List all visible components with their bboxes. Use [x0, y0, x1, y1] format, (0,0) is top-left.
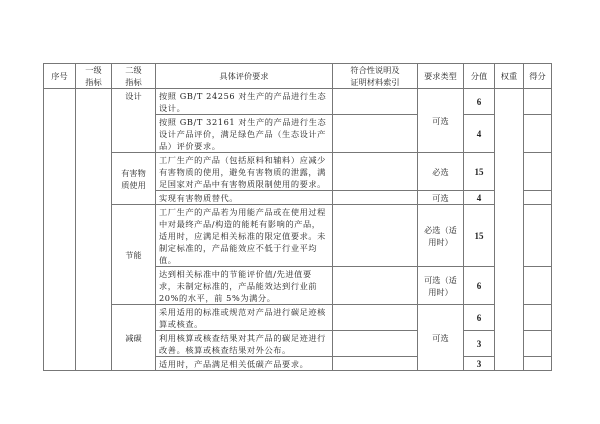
requirement-cell: 按照 GB/T 24256 对生产的产品进行生态设计。 [156, 89, 333, 115]
got-cell[interactable] [524, 191, 552, 205]
evidence-cell[interactable] [333, 191, 418, 205]
type-cell: 可选 [418, 305, 464, 371]
score-cell: 6 [464, 267, 495, 305]
requirement-cell: 实现有害物质替代。 [156, 191, 333, 205]
type-cell: 可选 [418, 191, 464, 205]
type-cell: 可选 [418, 89, 464, 153]
requirement-cell: 按照 GB/T 32161 对生产的产品进行生态设计产品评价，满足绿色产品（生态设计产品）评价要求。 [156, 115, 333, 153]
got-cell[interactable] [524, 305, 552, 331]
header-requirement: 具体评价要求 [156, 64, 333, 89]
type-cell: 必选（适用时） [418, 205, 464, 267]
evidence-cell[interactable] [333, 115, 418, 153]
table-row [44, 89, 552, 115]
level1-cell [76, 89, 112, 371]
score-cell: 15 [464, 153, 495, 191]
header-type: 要求类型 [418, 64, 464, 89]
requirement-cell: 采用适用的标准或规范对产品进行碳足迹核算或核查。 [156, 305, 333, 331]
score-cell: 3 [464, 357, 495, 371]
header-got: 得分 [524, 64, 552, 89]
score-cell: 4 [464, 115, 495, 153]
header-score: 分值 [464, 64, 495, 89]
header-level2: 二级 指标 [112, 64, 156, 89]
requirement-cell: 工厂生产的产品若为用能产品或在使用过程中对最终产品/构造的能耗有影响的产品，适用时，应满足相关标准的限定值要求。未制定标准的，产品能效应不低于行业平均值。 [156, 205, 333, 267]
got-cell[interactable] [524, 205, 552, 267]
got-cell[interactable] [524, 153, 552, 191]
got-cell[interactable] [524, 115, 552, 153]
evidence-cell[interactable] [333, 153, 418, 191]
score-cell: 6 [464, 305, 495, 331]
evidence-cell[interactable] [333, 331, 418, 357]
no-cell [44, 89, 76, 371]
requirement-cell: 利用核算或核查结果对其产品的碳足迹进行改善。核算或核查结果对外公布。 [156, 331, 333, 357]
requirement-cell: 达到相关标准中的节能评价值/先进值要求，未制定标准的，产品能效达到行业前 20%的水平，前 5%为满分。 [156, 267, 333, 305]
table-row [44, 305, 552, 331]
evidence-cell[interactable] [333, 267, 418, 305]
score-cell: 6 [464, 89, 495, 115]
evidence-cell[interactable] [333, 305, 418, 331]
header-no: 序号 [44, 64, 76, 89]
table-row [44, 205, 552, 267]
score-cell: 4 [464, 191, 495, 205]
level2-design: 设计 [112, 89, 156, 153]
score-cell: 3 [464, 331, 495, 357]
level2-energy: 节能 [112, 205, 156, 305]
level2-carbon: 减碳 [112, 305, 156, 371]
header-evidence: 符合性说明及 证明材料索引 [333, 64, 418, 89]
got-cell[interactable] [524, 267, 552, 305]
header-row [44, 64, 552, 89]
score-cell: 15 [464, 205, 495, 267]
evidence-cell[interactable] [333, 357, 418, 371]
requirement-cell: 适用时，产品满足相关低碳产品要求。 [156, 357, 333, 371]
got-cell[interactable] [524, 357, 552, 371]
evidence-cell[interactable] [333, 89, 418, 115]
got-cell[interactable] [524, 89, 552, 115]
got-cell[interactable] [524, 331, 552, 357]
table-row [44, 153, 552, 191]
weight-cell[interactable] [495, 89, 524, 371]
header-weight: 权重 [495, 64, 524, 89]
type-cell: 必选 [418, 153, 464, 191]
header-level1: 一级 指标 [76, 64, 112, 89]
evaluation-table [43, 63, 552, 371]
requirement-cell: 工厂生产的产品（包括原料和辅料）应减少有害物质的使用，避免有害物质的泄露，满足国家对产品中有害物质限制使用的要求。 [156, 153, 333, 191]
level2-hazard: 有害物 质使用 [112, 153, 156, 205]
type-cell: 可选（适用时） [418, 267, 464, 305]
evidence-cell[interactable] [333, 205, 418, 267]
